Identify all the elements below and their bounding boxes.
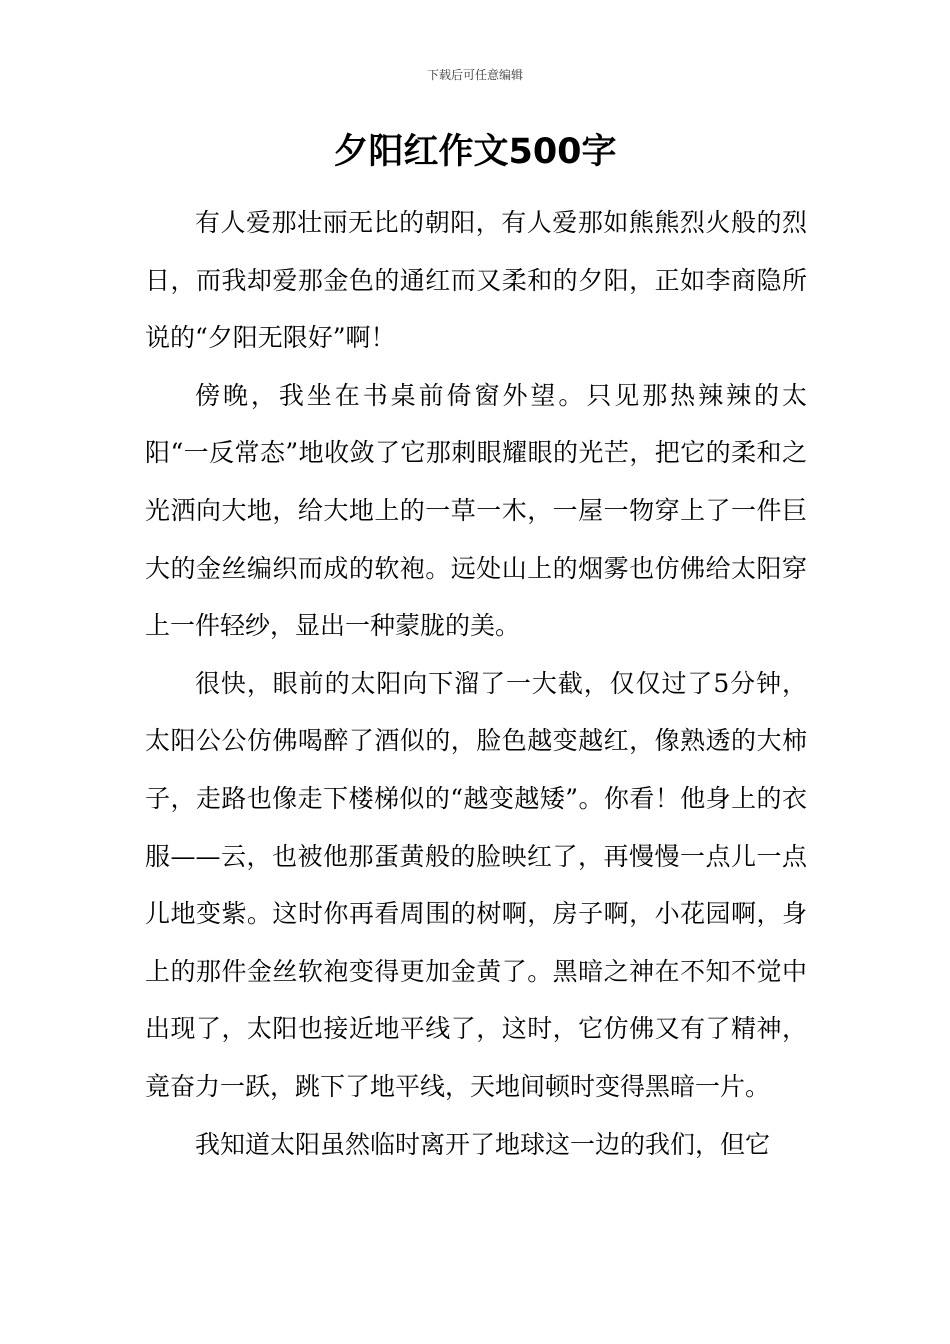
paragraph-3: 很快，眼前的太阳向下溜了一大截，仅仅过了5分钟，太阳公公仿佛喝醉了酒似的，脸色越变越红，像熟透的大柿子，走路也像走下楼梯似的“越变越矮”。你看！他身上的衣服——云，也被他那蛋黄般的脸映红了，再慢慢一点儿一点儿地变紫。这时你再看周围的树啊，房子啊，小花园啊，身上的那件金丝软袍变得更加金黄了。黑暗之神在不知不觉中出现了，太阳也接近地平线了，这时，它仿佛又有了精神，竟奋力一跃，跳下了地平线，天地间顿时变得黑暗一片。 <box>145 668 807 1101</box>
paragraph-1: 有人爱那壮丽无比的朝阳，有人爱那如熊熊烈火般的烈日，而我却爱那金色的通红而又柔和的夕阳，正如李商隐所说的“夕阳无限好”啊！ <box>145 208 807 353</box>
document-title: 夕阳红作文500字 <box>333 132 617 172</box>
header-note: 下载后可任意编辑 <box>426 68 523 82</box>
document-body <box>145 194 807 1173</box>
paragraph-4: 我知道太阳虽然临时离开了地球这一边的我们，但它 <box>195 1129 771 1159</box>
paragraph-2: 傍晚，我坐在书桌前倚窗外望。只见那热辣辣的太阳“一反常态”地收敛了它那刺眼耀眼的光芒，把它的柔和之光洒向大地，给大地上的一草一木，一屋一物穿上了一件巨大的金丝编织而成的软袍。远处山上的烟雾也仿佛给太阳穿上一件轻纱，显出一种蒙胧的美。 <box>145 380 807 641</box>
